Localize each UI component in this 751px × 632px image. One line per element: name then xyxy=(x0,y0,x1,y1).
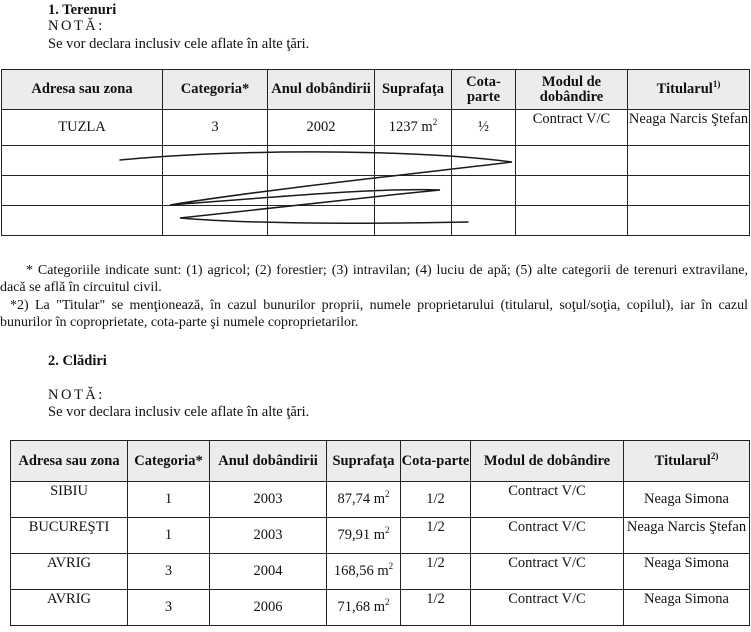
cell-anul: 2003 xyxy=(210,482,327,518)
header-categoria: Categoria* xyxy=(128,441,210,482)
cell-suprafata: 79,91 $m^2$ xyxy=(327,518,401,554)
section1-nota-text: Se vor declara inclusiv cele aflate în alte ţări. xyxy=(48,36,310,52)
header-modul: Modul de dobândire xyxy=(471,441,624,482)
cell-modul: Contract V/C xyxy=(471,590,624,626)
cell-categoria: 3 xyxy=(128,554,210,590)
cell-cota: 1/2 xyxy=(401,482,471,518)
cell-categoria: 1 xyxy=(128,518,210,554)
section2-title: 2. Clădiri xyxy=(48,353,107,369)
table-row-empty xyxy=(2,146,750,176)
cell-adresa: BUCUREŞTI xyxy=(11,518,128,554)
section2-nota-text: Se vor declara inclusiv cele aflate în alte ţări. xyxy=(48,404,310,420)
cell-anul: 2003 xyxy=(210,518,327,554)
cell-cota: ½ xyxy=(452,110,516,146)
header-adresa: Adresa sau zona xyxy=(11,441,128,482)
cell-modul: Contract V/C xyxy=(471,482,624,518)
table-row-empty xyxy=(2,176,750,206)
section1-nota-label: NOTĂ: xyxy=(48,18,105,34)
cell-suprafata: 1237 $m^2$ xyxy=(375,110,452,146)
cell-anul: 2002 xyxy=(268,110,375,146)
footnote-categorii: * Categoriile indicate sunt: (1) agricol; (2) forestier; (3) intravilan; (4) luciu de apă; (5) alte categorii de terenuri extravilane, dacă se află în circuitul civil. xyxy=(0,263,748,295)
cell-titular: Neaga Simona xyxy=(624,554,750,590)
header-suprafata: Suprafaţa xyxy=(375,70,452,110)
table-row xyxy=(11,482,750,518)
table-row xyxy=(11,554,750,590)
cell-anul: 2004 xyxy=(210,554,327,590)
table-row xyxy=(11,590,750,626)
terenuri-header-row xyxy=(2,70,750,110)
header-cota: Cota-parte xyxy=(452,70,516,110)
cell-adresa: SIBIU xyxy=(11,482,128,518)
header-anul: Anul dobândirii xyxy=(210,441,327,482)
cell-cota: 1/2 xyxy=(401,590,471,626)
cell-modul: Contract V/C xyxy=(471,518,624,554)
cell-modul: Contract V/C xyxy=(516,110,628,146)
cell-adresa: AVRIG xyxy=(11,590,128,626)
cladiri-table xyxy=(10,440,750,626)
header-categoria: Categoria* xyxy=(163,70,268,110)
table-row-empty xyxy=(2,206,750,236)
table-row xyxy=(2,110,750,146)
cell-cota: 1/2 xyxy=(401,518,471,554)
cell-cota: 1/2 xyxy=(401,554,471,590)
section2-nota-label: NOTĂ: xyxy=(48,387,105,403)
cell-suprafata: 87,74 $m^2$ xyxy=(327,482,401,518)
cell-modul: Contract V/C xyxy=(471,554,624,590)
section1-title: 1. Terenuri xyxy=(48,2,117,18)
cladiri-header-row xyxy=(11,441,750,482)
header-cota: Cota-parte xyxy=(401,441,471,482)
cell-suprafata: 71,68 $m^2$ xyxy=(327,590,401,626)
cell-categoria: 1 xyxy=(128,482,210,518)
cell-titular: Neaga Simona xyxy=(624,482,750,518)
header-suprafata: Suprafaţa xyxy=(327,441,401,482)
cell-adresa: TUZLA xyxy=(2,110,163,146)
table-row xyxy=(11,518,750,554)
footnote-titular: *2) La "Titular" se menţionează, în cazul bunurilor proprii, numele proprietarului (titularul, soţul/soţia, copilul), iar în cazul bunurilor în coproprietate, cota-parte şi numele coproprietarilor. xyxy=(0,298,748,330)
cell-categoria: 3 xyxy=(163,110,268,146)
cell-categoria: 3 xyxy=(128,590,210,626)
header-titular: Titularul$^{2)}$ xyxy=(624,441,750,482)
header-adresa: Adresa sau zona xyxy=(2,70,163,110)
header-titular: Titularul$^{1)}$ xyxy=(628,70,750,110)
terenuri-table xyxy=(1,69,750,236)
header-modul: Modul de dobândire xyxy=(516,70,628,110)
cell-titular: Neaga Narcis Ştefan xyxy=(628,110,750,146)
header-anul: Anul dobândirii xyxy=(268,70,375,110)
cell-adresa: AVRIG xyxy=(11,554,128,590)
cell-suprafata: 168,56 $m^2$ xyxy=(327,554,401,590)
cell-anul: 2006 xyxy=(210,590,327,626)
cell-titular: Neaga Simona xyxy=(624,590,750,626)
cell-titular: Neaga Narcis Ştefan xyxy=(624,518,750,554)
